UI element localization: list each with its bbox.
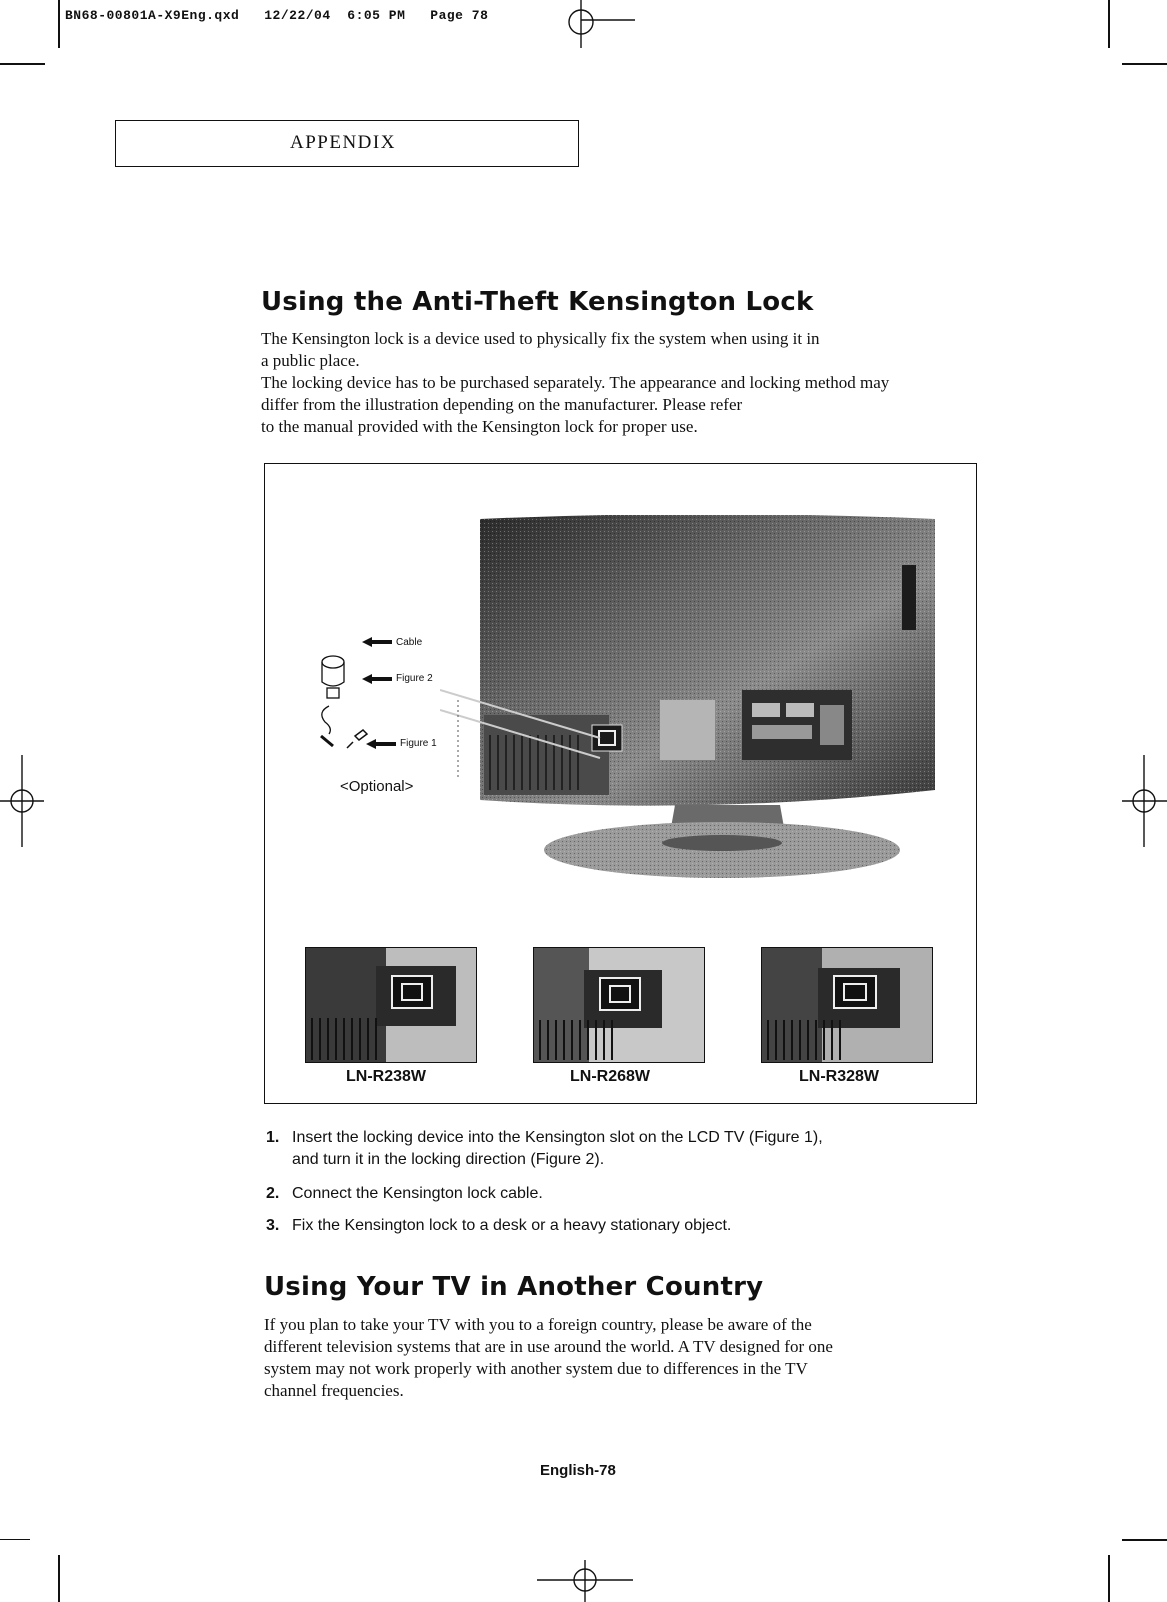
slug-time: 6:05 PM [347, 8, 406, 23]
model-label: LN-R238W [346, 1068, 427, 1085]
label-cable: Cable [396, 637, 423, 648]
registration-mark-left [0, 755, 44, 847]
label-figure2: Figure 2 [396, 673, 433, 684]
step-number: 3. [266, 1217, 280, 1234]
registration-mark-bottom [537, 1560, 633, 1602]
thumbnail-image [534, 948, 705, 1063]
section1-title: Using the Anti-Theft Kensington Lock [261, 287, 814, 317]
crop-mark [58, 0, 60, 48]
step-line: and turn it in the locking direction (Figure 2). [292, 1151, 605, 1168]
arrow-icon [362, 674, 392, 684]
section1-line: The locking device has to be purchased separately. The appearance and locking method may [261, 373, 890, 392]
step-text [292, 1127, 823, 1171]
thumbnail-ln-r328w [761, 947, 933, 1063]
model-label: LN-R268W [570, 1068, 651, 1085]
crop-mark [1108, 0, 1110, 48]
section1-body [261, 328, 889, 438]
arrow-icon [362, 637, 392, 647]
step-line: Connect the Kensington lock cable. [292, 1185, 543, 1202]
section-header-label: APPENDIX [290, 132, 396, 153]
step-number: 2. [266, 1185, 280, 1202]
crop-mark [1122, 1539, 1167, 1541]
model-label: LN-R328W [799, 1068, 880, 1085]
registration-mark-right [1120, 755, 1167, 847]
step-line: Insert the locking device into the Kensington slot on the LCD TV (Figure 1), [292, 1129, 823, 1146]
section2-body [264, 1314, 833, 1402]
section2-line: If you plan to take your TV with you to a foreign country, please be aware of the [264, 1315, 812, 1334]
step-number: 1. [266, 1129, 280, 1146]
slug-date: 12/22/04 [264, 8, 331, 23]
section1-line: The Kensington lock is a device used to physically fix the system when using it in [261, 329, 820, 348]
crop-mark [0, 1539, 30, 1540]
section1-line: to the manual provided with the Kensington lock for proper use. [261, 417, 698, 436]
thumbnail-ln-r238w [305, 947, 477, 1063]
slug-page: Page 78 [430, 8, 489, 23]
crop-mark [1108, 1555, 1110, 1602]
slug-file: BN68-00801A-X9Eng.qxd [65, 8, 240, 23]
print-slug [65, 8, 488, 23]
crop-mark [1122, 63, 1167, 65]
section1-line: differ from the illustration depending on the manufacturer. Please refer [261, 395, 743, 414]
registration-mark-top [555, 0, 635, 48]
step-line: Fix the Kensington lock to a desk or a heavy stationary object. [292, 1217, 732, 1234]
thumbnail-ln-r268w [533, 947, 705, 1063]
callout-lines [440, 660, 610, 790]
crop-mark [0, 63, 45, 65]
label-figure1: Figure 1 [400, 738, 437, 749]
thumbnail-image [306, 948, 477, 1063]
arrow-icon [366, 739, 396, 749]
section2-line: system may not work properly with another system due to differences in the TV [264, 1359, 808, 1378]
page-number: English-78 [540, 1462, 616, 1479]
section2-title: Using Your TV in Another Country [264, 1272, 764, 1302]
crop-mark [58, 1555, 60, 1602]
section2-line: channel frequencies. [264, 1381, 404, 1400]
thumbnail-image [762, 948, 933, 1063]
section2-line: different television systems that are in use around the world. A TV designed for one [264, 1337, 833, 1356]
label-optional: <Optional> [340, 778, 414, 795]
section1-line: a public place. [261, 351, 360, 370]
